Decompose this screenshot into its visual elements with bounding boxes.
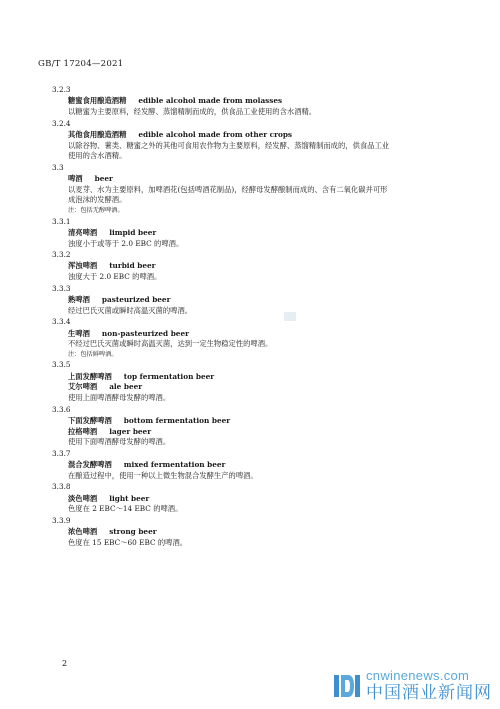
watermark-url: cnwinenews.com xyxy=(366,668,470,683)
term-english: turbid beer xyxy=(109,261,156,271)
clause-number: 3.3.9 xyxy=(52,515,71,525)
term-heading xyxy=(52,416,472,427)
definition-text: 色度在 15 EBC～60 EBC 的啤酒。 xyxy=(68,537,188,547)
term-chinese: 其他食用酿造酒精 xyxy=(68,129,127,139)
clause-number: 3.3.8 xyxy=(52,482,71,492)
standard-code-header: GB/T 17204—2021 xyxy=(38,59,124,69)
clause xyxy=(52,448,472,482)
definition-text: 不经过巴氏灭菌或瞬时高温灭菌，达到一定生物稳定性的啤酒。 xyxy=(68,339,273,349)
definitions-body xyxy=(52,84,472,549)
note-text: 注：包括鲜啤酒。 xyxy=(68,350,118,358)
term-synonym xyxy=(52,427,472,438)
note-text: 注：包括无醇啤酒。 xyxy=(68,206,124,214)
clause-number: 3.3.2 xyxy=(52,250,71,260)
synonym-english: lager beer xyxy=(109,426,152,436)
clause-number: 3.2.4 xyxy=(52,118,71,128)
term-english: limpid beer xyxy=(109,227,157,237)
term-heading xyxy=(52,460,472,471)
site-watermark xyxy=(332,669,492,703)
definition-text: 使用的含水酒精。 xyxy=(68,151,127,161)
clause xyxy=(52,249,472,283)
term-heading xyxy=(52,96,472,107)
definition-text: 浊度小于或等于 2.0 EBC 的啤酒。 xyxy=(68,238,184,248)
synonym-chinese: 拉格啤酒 xyxy=(68,426,98,436)
clause xyxy=(52,359,472,403)
clause-number: 3.3.5 xyxy=(52,360,71,370)
term-english: edible alcohol made from molasses xyxy=(138,96,283,106)
term-english: bottom fermentation beer xyxy=(123,415,231,425)
term-heading xyxy=(52,372,472,383)
term-english: edible alcohol made from other crops xyxy=(138,129,293,139)
term-heading xyxy=(52,228,472,239)
definition-text: 在酿造过程中，使用一种以上微生物混合发酵生产的啤酒。 xyxy=(68,470,258,480)
clause xyxy=(52,515,472,549)
definition-text: 使用下面啤酒酵母发酵的啤酒。 xyxy=(68,437,171,447)
definition-text: 以除谷物、薯类、糖蜜之外的其他可食用农作物为主要原料，经发酵、蒸馏精制而成的，供食品工业 xyxy=(68,140,390,150)
term-chinese: 混合发酵啤酒 xyxy=(68,460,112,470)
watermark-site-name: 中国酒业新闻网 xyxy=(366,683,492,703)
clause xyxy=(52,84,472,118)
term-heading xyxy=(52,130,472,141)
scan-artifact xyxy=(284,312,296,321)
clause-number: 3.3.7 xyxy=(52,448,71,458)
clause xyxy=(52,216,472,250)
clause-number: 3.3.3 xyxy=(52,283,71,293)
term-english: pasteurized beer xyxy=(101,295,171,305)
definition-text: 以麦芽、水为主要原料，加啤酒花(包括啤酒花制品)，经酵母发酵酿制而成的、含有二氧化碳并可形 xyxy=(68,184,388,194)
term-english: non-pasteurized beer xyxy=(101,328,189,338)
term-chinese: 糖蜜食用酿造酒精 xyxy=(68,96,127,106)
definition-text: 成泡沫的发酵酒。 xyxy=(68,195,127,205)
term-english: strong beer xyxy=(109,527,157,537)
page-number: 2 xyxy=(62,659,68,668)
term-heading xyxy=(52,494,472,505)
term-synonym xyxy=(52,382,472,393)
term-chinese: 浓色啤酒 xyxy=(68,527,98,537)
clause xyxy=(52,481,472,515)
term-heading xyxy=(52,527,472,538)
term-chinese: 熟啤酒 xyxy=(68,295,90,305)
synonym-chinese: 艾尔啤酒 xyxy=(68,382,98,392)
clause xyxy=(52,316,472,359)
term-english: light beer xyxy=(109,493,150,503)
definition-text: 以糖蜜为主要原料，经发酵、蒸馏精制而成的，供食品工业使用的含水酒精。 xyxy=(68,106,317,116)
term-english: top fermentation beer xyxy=(123,371,215,381)
term-chinese: 啤酒 xyxy=(68,174,83,184)
term-chinese: 上面发酵啤酒 xyxy=(68,371,112,381)
definition-text: 经过巴氏灭菌或瞬时高温灭菌的啤酒。 xyxy=(68,305,193,315)
definition-text: 使用上面啤酒酵母发酵的啤酒。 xyxy=(68,393,171,402)
term-chinese: 淡色啤酒 xyxy=(68,493,98,503)
term-english: beer xyxy=(94,174,113,184)
clause-number: 3.3 xyxy=(52,162,64,172)
clause xyxy=(52,118,472,162)
clause xyxy=(52,404,472,448)
clause-number: 3.3.6 xyxy=(52,404,71,414)
term-chinese: 浑浊啤酒 xyxy=(68,261,98,271)
clause-number: 3.2.3 xyxy=(52,85,71,94)
term-heading xyxy=(52,174,472,185)
definition-text: 浊度大于 2.0 EBC 的啤酒。 xyxy=(68,272,162,282)
cnwinenews-logo-icon xyxy=(332,671,362,701)
definition-text: 色度在 2 EBC～14 EBC 的啤酒。 xyxy=(68,504,183,514)
term-heading xyxy=(52,261,472,272)
term-heading xyxy=(52,295,472,306)
term-chinese: 生啤酒 xyxy=(68,328,90,338)
clause-number: 3.3.1 xyxy=(52,216,71,226)
term-english: mixed fermentation beer xyxy=(123,460,226,470)
clause-number: 3.3.4 xyxy=(52,317,71,327)
clause xyxy=(52,162,472,216)
synonym-english: ale beer xyxy=(109,382,143,392)
term-chinese: 清亮啤酒 xyxy=(68,227,98,237)
term-heading xyxy=(52,329,472,340)
clause xyxy=(52,283,472,317)
term-chinese: 下面发酵啤酒 xyxy=(68,415,112,425)
